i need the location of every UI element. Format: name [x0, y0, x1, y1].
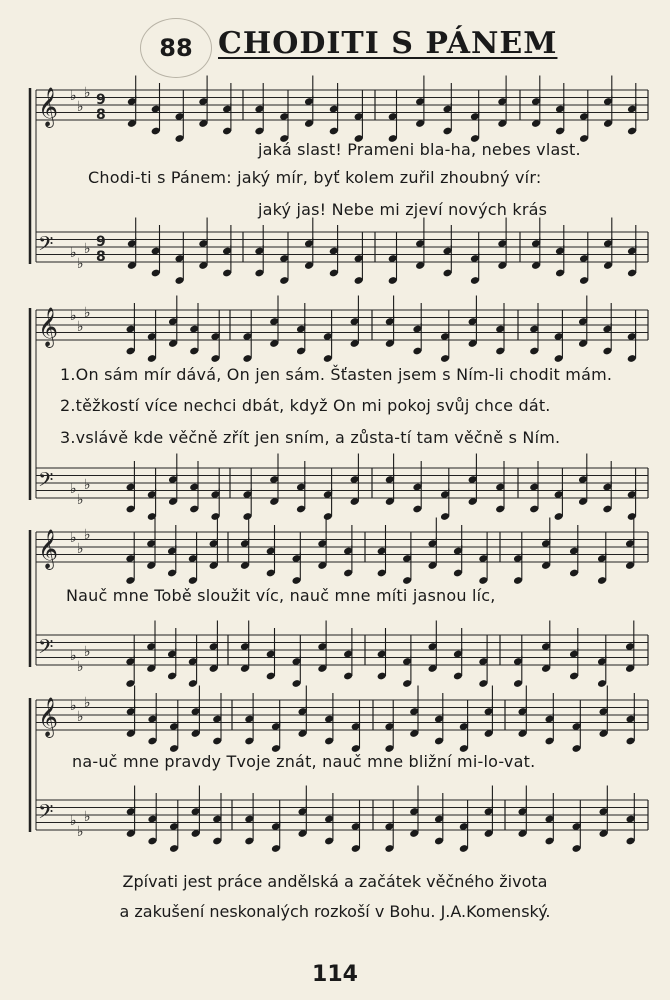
- lyric-line: jaký jas! Nebe mi zjeví nových krás: [258, 200, 548, 219]
- treble-clef-icon: 𝄞: [38, 307, 59, 347]
- flat-icon: ♭: [84, 644, 91, 660]
- flat-icon: ♭: [70, 245, 77, 261]
- flat-icon: ♭: [84, 527, 91, 543]
- bass-staff: [36, 621, 648, 688]
- lyric-line: na-uč mne pravdy Tvoje znát, nauč mne bližní mi-lo-vat.: [72, 752, 536, 771]
- lyric-line: 2.těžkostí více nechci dbát, když On mi pokoj svůj chce dát.: [60, 396, 551, 415]
- bass-clef-icon: 𝄢: [38, 232, 54, 260]
- treble-staff: [36, 76, 648, 143]
- lyric-line: Chodi-ti s Pánem: jaký mír, byť kolem zuřil zhoubný vír:: [88, 168, 542, 187]
- bass-staff: [36, 454, 648, 521]
- flat-icon: ♭: [84, 85, 91, 101]
- lyric-line: 1.On sám mír dává, On jen sám. Šťasten jsem s Ním-li chodit mám.: [60, 365, 613, 384]
- time-signature-top: 9: [96, 92, 106, 108]
- flat-icon: ♭: [77, 99, 84, 115]
- flat-icon: ♭: [70, 308, 77, 324]
- flat-icon: ♭: [70, 88, 77, 104]
- treble-clef-icon: 𝄞: [38, 697, 59, 737]
- flat-icon: ♭: [84, 241, 91, 257]
- flat-icon: ♭: [70, 698, 77, 714]
- flat-icon: ♭: [77, 824, 84, 840]
- treble-staff: [36, 518, 648, 585]
- flat-icon: ♭: [84, 477, 91, 493]
- page-number: 114: [312, 962, 358, 987]
- bass-staff: [36, 218, 648, 285]
- lyric-line: Nauč mne Tobě sloužit víc, nauč mne míti jasnou líc,: [66, 586, 496, 605]
- bass-clef-icon: 𝄢: [38, 468, 54, 496]
- flat-icon: ♭: [84, 695, 91, 711]
- flat-icon: ♭: [77, 709, 84, 725]
- flat-icon: ♭: [70, 813, 77, 829]
- flat-icon: ♭: [77, 541, 84, 557]
- flat-icon: ♭: [84, 809, 91, 825]
- quote-line: Zpívati jest práce andělská a začátek věčného života: [122, 872, 548, 891]
- time-signature-bottom: 8: [96, 107, 106, 123]
- flat-icon: ♭: [77, 659, 84, 675]
- flat-icon: ♭: [70, 648, 77, 664]
- flat-icon: ♭: [77, 256, 84, 272]
- hymn-title: CHODITI S PÁNEM: [218, 26, 558, 61]
- flat-icon: ♭: [77, 492, 84, 508]
- treble-staff: [36, 296, 648, 363]
- flat-icon: ♭: [70, 530, 77, 546]
- lyric-line: 3.vslávě kde věčně zřít jen sním, a zůsta-tí tam věčně s Ním.: [60, 428, 561, 447]
- bass-staff: [36, 786, 648, 853]
- treble-clef-icon: 𝄞: [38, 87, 59, 127]
- time-signature-top: 9: [96, 234, 106, 250]
- bass-clef-icon: 𝄢: [38, 800, 54, 828]
- lyric-line: jaká slast! Prameni bla-ha, nebes vlast.: [258, 140, 581, 159]
- bass-clef-icon: 𝄢: [38, 635, 54, 663]
- hymn-number: 88: [140, 18, 212, 78]
- flat-icon: ♭: [77, 319, 84, 335]
- time-signature-bottom: 8: [96, 249, 106, 265]
- treble-clef-icon: 𝄞: [38, 529, 59, 569]
- flat-icon: ♭: [70, 481, 77, 497]
- treble-staff: [36, 686, 648, 753]
- quote-attribution-line: a zakušení neskonalých rozkoší v Bohu. J.A.Komenský.: [119, 902, 551, 921]
- flat-icon: ♭: [84, 305, 91, 321]
